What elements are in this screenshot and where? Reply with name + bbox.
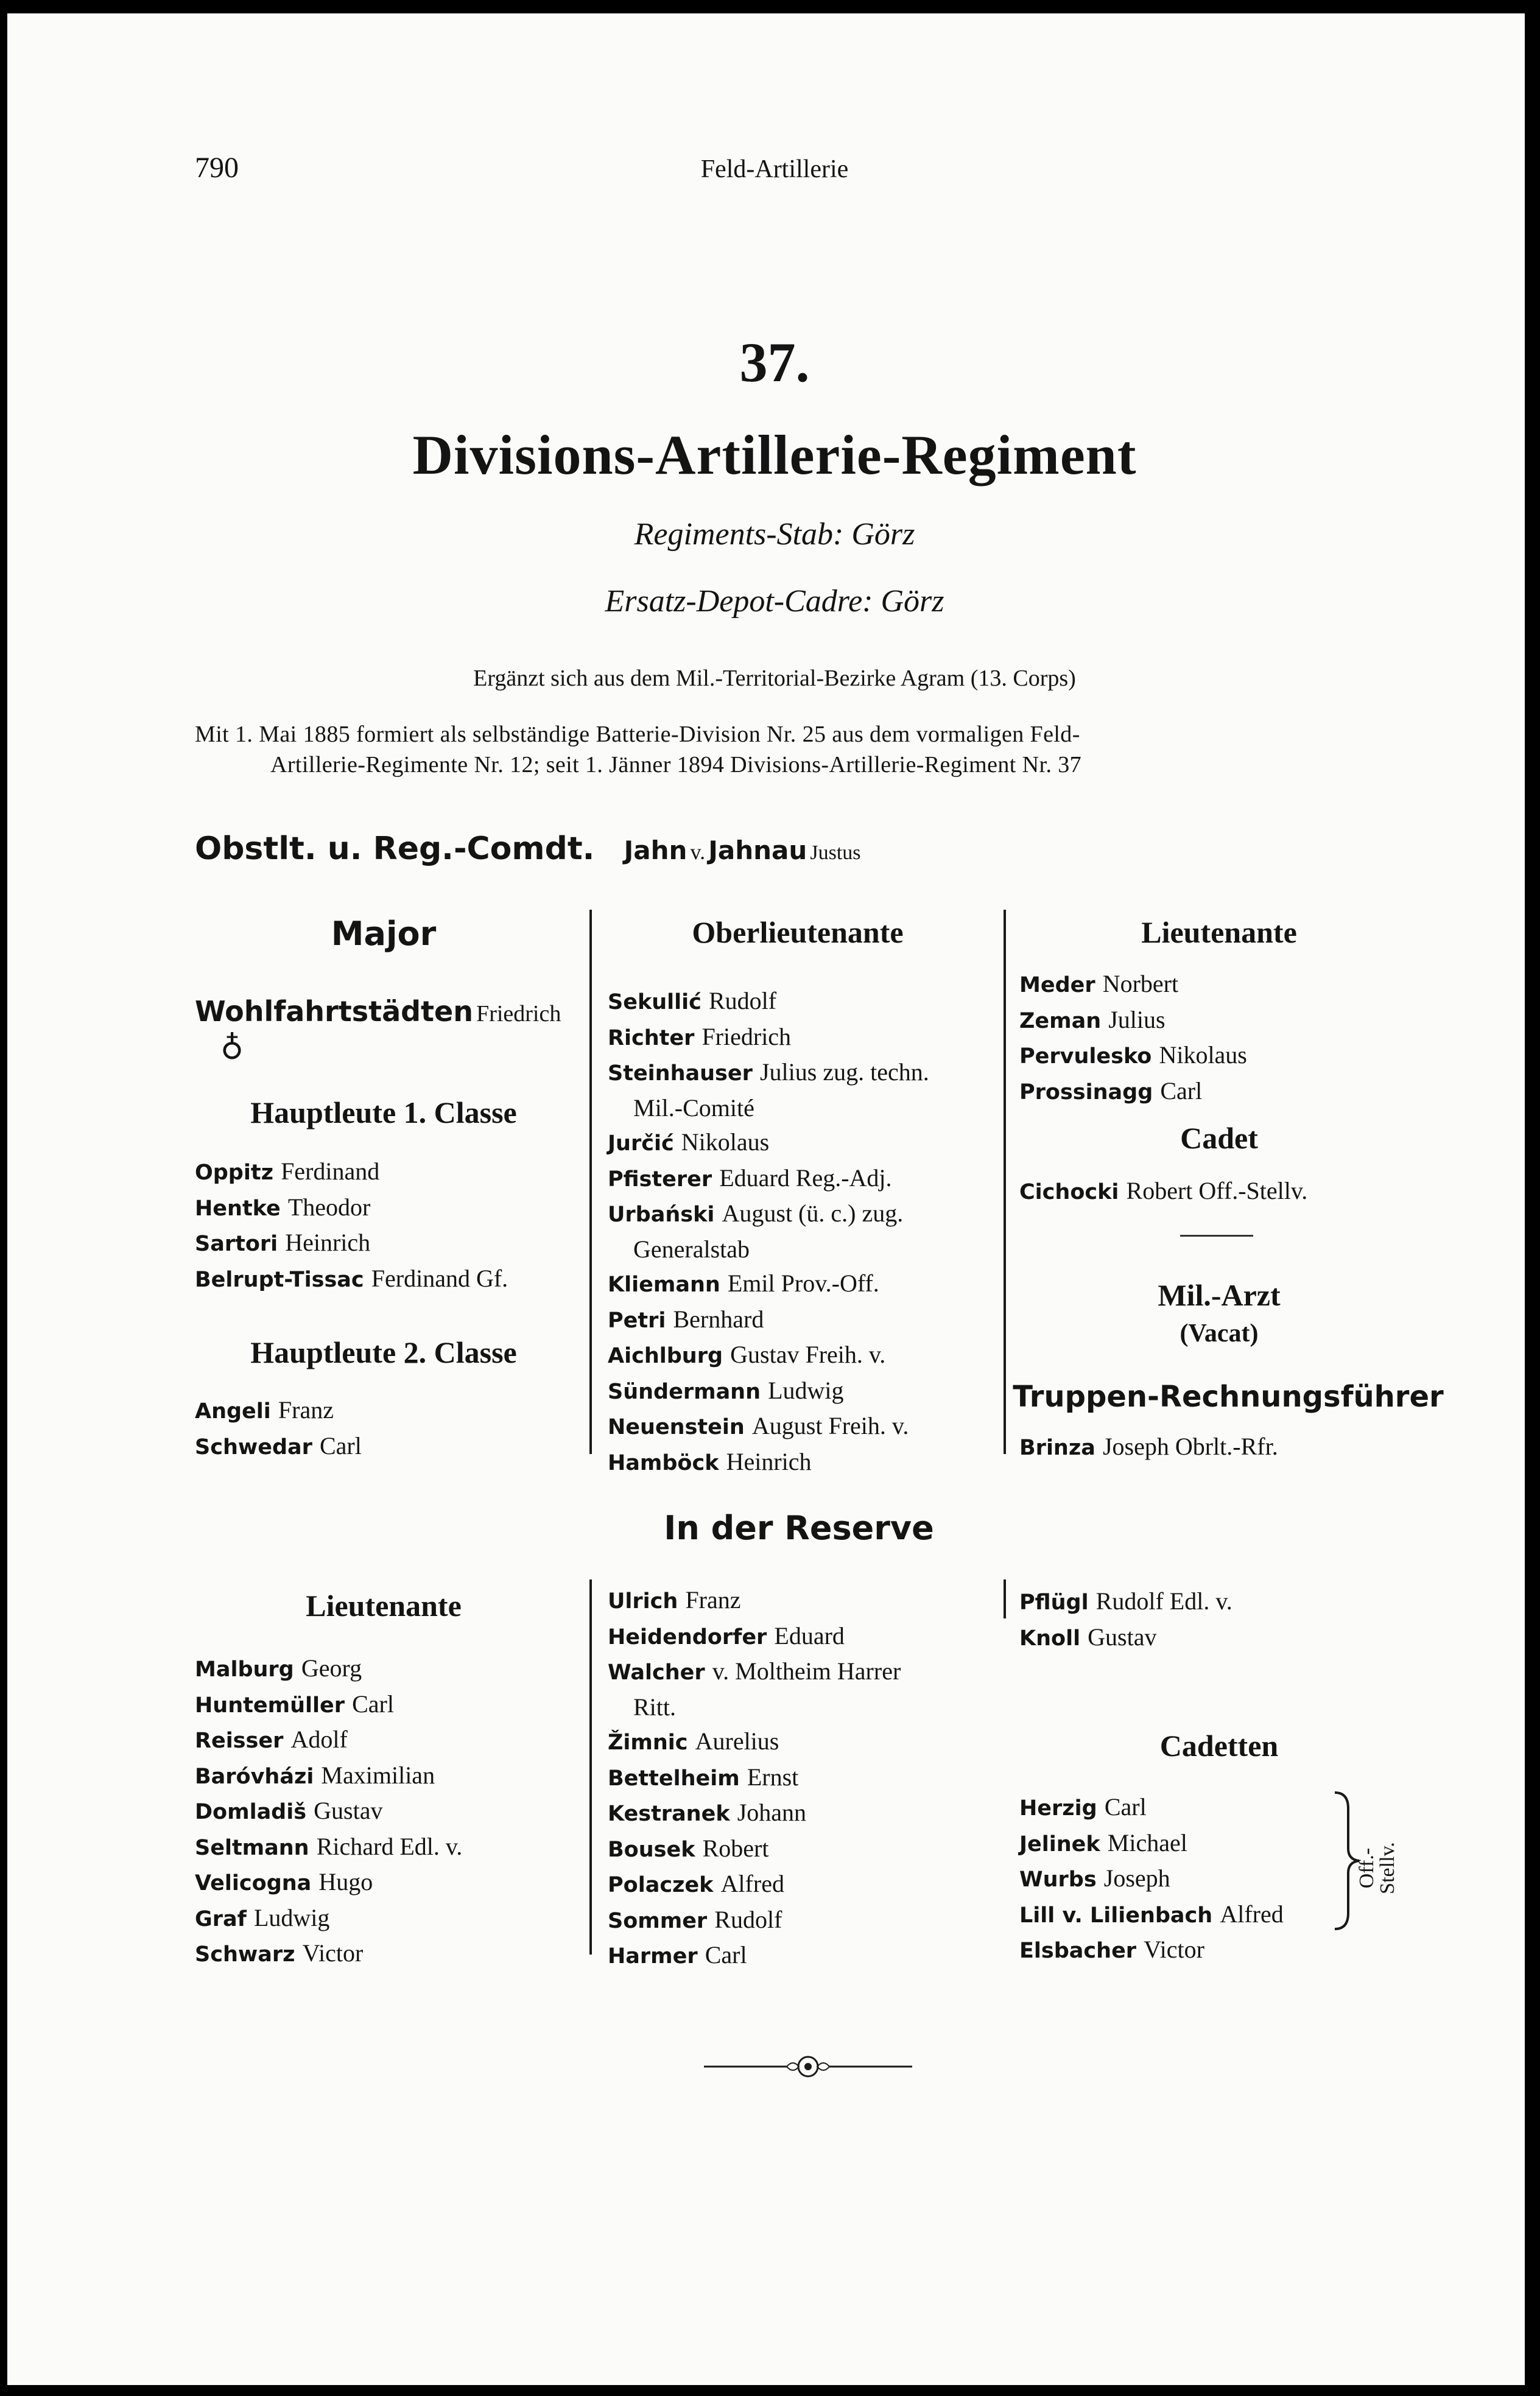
list-item: Sartori Heinrich xyxy=(195,1229,371,1256)
list-item: Meder Norbert xyxy=(1019,970,1179,997)
list-item: Herzig Carl xyxy=(1019,1793,1147,1821)
cadetten-heading: Cadetten xyxy=(1159,1729,1279,1763)
list-item: Wurbs Joseph xyxy=(1019,1864,1170,1892)
section-divider xyxy=(1180,1235,1253,1237)
list-item: Steinhauser Julius zug. techn. xyxy=(608,1058,929,1086)
column-rule-1 xyxy=(589,910,592,1454)
list-item: Jelinek Michael xyxy=(1019,1829,1187,1857)
list-item: Ulrich Franz xyxy=(608,1586,741,1614)
history-line-2: Artillerie-Regimente Nr. 12; seit 1. Jänner 1894 Divisions-Artillerie-Regiment Nr. 37 xyxy=(270,752,1082,778)
column-rule-3 xyxy=(589,1579,592,1955)
list-item: Zeman Julius xyxy=(1019,1005,1166,1033)
history-line-1: Mit 1. Mai 1885 formiert als selbständige Batterie-Division Nr. 25 aus dem vormaligen Feld- xyxy=(195,722,1080,747)
list-item: Pfisterer Eduard Reg.-Adj. xyxy=(608,1164,892,1192)
column-rule-4 xyxy=(1004,1579,1006,1618)
list-item: Knoll Gustav xyxy=(1019,1623,1157,1651)
list-item: Pflügl Rudolf Edl. v. xyxy=(1019,1587,1232,1615)
list-item: Bettelheim Ernst xyxy=(608,1763,799,1791)
list-item: Polaczek Alfred xyxy=(608,1870,784,1897)
list-item: Baróvházi Maximilian xyxy=(195,1761,435,1789)
list-item: Neuenstein August Freih. v. xyxy=(608,1412,909,1439)
reserve-col2-list xyxy=(608,1583,997,1974)
list-item: Sündermann Ludwig xyxy=(608,1376,844,1404)
running-title: Feld-Artillerie xyxy=(700,155,849,183)
list-item: Hentke Theodor xyxy=(195,1193,371,1221)
decoration-icon: ♁ xyxy=(220,1027,244,1063)
rechnungsfuehrer-list xyxy=(1019,1430,1278,1466)
list-item: Elsbacher Victor xyxy=(1019,1936,1204,1963)
list-item: Aichlburg Gustav Freih. v. xyxy=(608,1341,886,1368)
list-item: Seltmann Richard Edl. v. xyxy=(195,1832,463,1860)
cadet-heading: Cadet xyxy=(1180,1121,1258,1155)
list-item: Walcher v. Moltheim Harrer xyxy=(608,1657,901,1685)
reserve-col1-list xyxy=(195,1651,462,1972)
mil-arzt-heading: Mil.-Arzt xyxy=(1158,1278,1281,1312)
lieutenante-list xyxy=(1019,967,1247,1109)
reserve-col3-list xyxy=(1019,1584,1232,1656)
list-item: Prossinagg Carl xyxy=(1019,1077,1203,1105)
list-item: Jurčić Nikolaus xyxy=(608,1128,770,1156)
ersatz-depot: Ersatz-Depot-Cadre: Görz xyxy=(605,584,944,619)
major-entry xyxy=(195,995,561,1028)
list-item: Hamböck Heinrich xyxy=(608,1447,812,1475)
cadet-list xyxy=(1019,1174,1307,1210)
list-item: Lill v. Lilienbach Alfred xyxy=(1019,1900,1284,1928)
bracket-label-2: Stellv. xyxy=(1376,1842,1399,1894)
list-item: Kliemann Emil Prov.-Off. xyxy=(608,1270,879,1297)
list-item: Graf Ludwig xyxy=(195,1903,330,1931)
lieutenante-heading: Lieutenante xyxy=(1141,915,1297,949)
list-item: Brinza Joseph Obrlt.-Rfr. xyxy=(1019,1433,1278,1460)
commander-name2: Jahnau xyxy=(708,835,807,865)
list-item: Velicogna Hugo xyxy=(195,1868,373,1895)
list-item: Richter Friedrich xyxy=(608,1022,792,1050)
list-item: Petri Bernhard xyxy=(608,1305,764,1333)
mil-arzt-value: (Vacat) xyxy=(1180,1319,1259,1347)
major-heading: Major xyxy=(331,915,437,953)
hauptleute1-list xyxy=(195,1154,508,1297)
hauptleute2-list xyxy=(195,1393,362,1464)
ornament-icon xyxy=(701,2054,915,2079)
regiment-number: 37. xyxy=(739,331,810,393)
list-item: Sommer Rudolf xyxy=(608,1905,782,1933)
ergaenzt-line: Ergänzt sich aus dem Mil.-Territorial-Bezirke Agram (13. Corps) xyxy=(473,666,1076,691)
list-item: Bousek Robert xyxy=(608,1834,769,1862)
major-given: Friedrich xyxy=(476,1001,561,1027)
commander-name: Jahn xyxy=(624,835,687,865)
list-item: Schwarz Victor xyxy=(195,1939,364,1967)
list-item: Belrupt-Tissac Ferdinand Gf. xyxy=(195,1264,508,1292)
list-item-continuation: Mil.-Comité xyxy=(633,1094,754,1122)
major-name: Wohlfahrtstädten xyxy=(195,995,473,1028)
hauptleute1-heading: Hauptleute 1. Classe xyxy=(250,1095,517,1129)
commander-rank: Obstlt. u. Reg.-Comdt. xyxy=(195,831,595,867)
list-item: Kestranek Johann xyxy=(608,1799,807,1826)
book-page xyxy=(7,13,1525,2385)
oberlieutenante-list xyxy=(608,984,997,1480)
bracket-label-1: Off.- xyxy=(1355,1847,1378,1889)
list-item: Angeli Franz xyxy=(195,1396,334,1424)
list-item: Huntemüller Carl xyxy=(195,1690,394,1718)
list-item: Žimnic Aurelius xyxy=(608,1727,779,1755)
list-item: Harmer Carl xyxy=(608,1941,747,1969)
list-item: Cichocki Robert Off.-Stellv. xyxy=(1019,1177,1308,1204)
regiment-title: Divisions-Artillerie-Regiment xyxy=(412,424,1137,486)
list-item: Reisser Adolf xyxy=(195,1726,348,1753)
list-item: Pervulesko Nikolaus xyxy=(1019,1041,1247,1069)
list-item: Sekullić Rudolf xyxy=(608,987,777,1014)
list-item-continuation: Generalstab xyxy=(633,1235,750,1263)
list-item: Malburg Georg xyxy=(195,1654,362,1682)
hauptleute2-heading: Hauptleute 2. Classe xyxy=(250,1335,517,1369)
off-stellv-label xyxy=(1355,1816,1399,1913)
list-item: Oppitz Ferdinand xyxy=(195,1158,380,1185)
rechnungsfuehrer-heading: Truppen-Rechnungsführer xyxy=(1013,1380,1444,1414)
reserve-heading: In der Reserve xyxy=(664,1509,934,1547)
list-item: Urbański August (ü. c.) zug. xyxy=(608,1200,904,1227)
oberlieutenante-heading: Oberlieutenante xyxy=(692,915,904,949)
list-item-continuation: Ritt. xyxy=(633,1693,677,1721)
column-rule-2 xyxy=(1004,910,1006,1454)
list-item: Heidendorfer Eduard xyxy=(608,1621,845,1649)
page-number: 790 xyxy=(195,152,239,184)
commander-given: Justus xyxy=(810,841,861,864)
list-item: Domladiš Gustav xyxy=(195,1797,383,1824)
reserve-lieutenante-heading: Lieutenante xyxy=(306,1589,462,1623)
commander-particle: v. xyxy=(690,840,706,864)
list-item: Schwedar Carl xyxy=(195,1432,362,1460)
cadetten-list xyxy=(1019,1790,1284,1969)
regiments-stab: Regiments-Stab: Görz xyxy=(634,517,915,552)
commander-line xyxy=(195,831,861,867)
